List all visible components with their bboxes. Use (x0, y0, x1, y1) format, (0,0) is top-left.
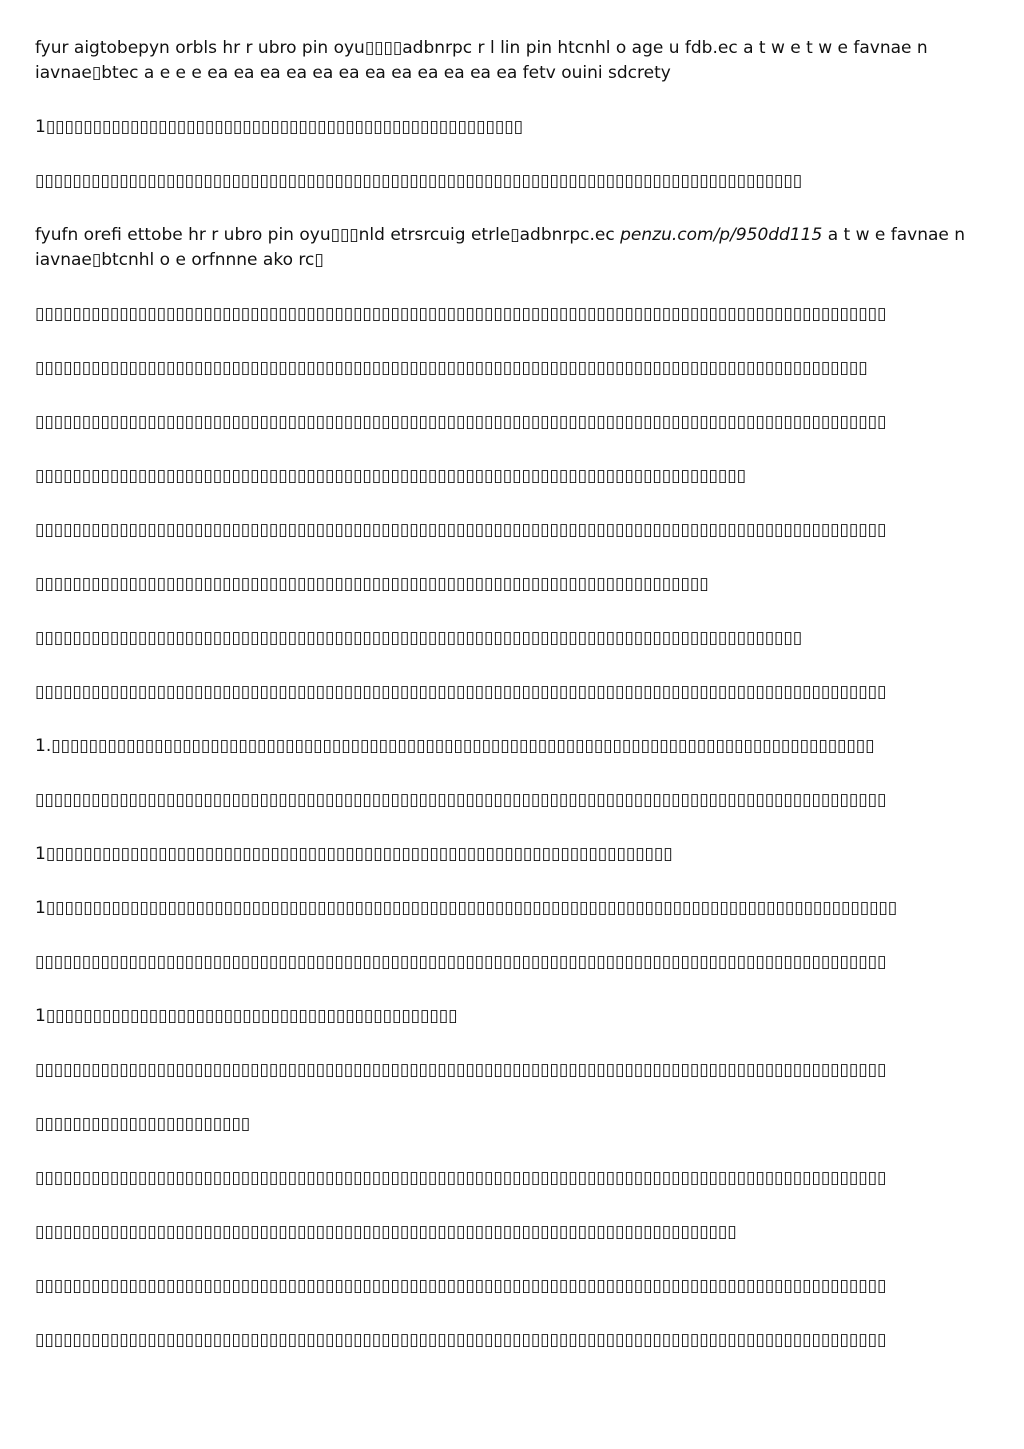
paragraph-16-text: ▯▯▯▯▯▯▯▯▯▯▯▯▯▯▯▯▯▯▯▯▯▯▯▯▯▯▯▯▯▯▯▯▯▯▯▯▯▯▯▯▯▯▯▯▯▯▯▯▯▯▯▯▯▯▯▯▯▯▯▯▯▯▯▯▯▯▯▯▯▯▯▯▯▯▯▯▯▯▯▯▯▯▯▯▯▯▯▯▯▯▯ (45, 898, 898, 918)
paragraph-13-text: ▯▯▯▯▯▯▯▯▯▯▯▯▯▯▯▯▯▯▯▯▯▯▯▯▯▯▯▯▯▯▯▯▯▯▯▯▯▯▯▯▯▯▯▯▯▯▯▯▯▯▯▯▯▯▯▯▯▯▯▯▯▯▯▯▯▯▯▯▯▯▯▯▯▯▯▯▯▯▯▯▯▯▯▯▯▯▯▯ (51, 736, 875, 756)
paragraph-9 (35, 518, 990, 543)
paragraph-21-text: ▯▯▯▯▯▯▯▯▯▯▯▯▯▯▯▯▯▯▯▯▯▯▯▯▯▯▯▯▯▯▯▯▯▯▯▯▯▯▯▯▯▯▯▯▯▯▯▯▯▯▯▯▯▯▯▯▯▯▯▯▯▯▯▯▯▯▯▯▯▯▯▯▯▯▯▯▯▯▯▯▯▯▯▯▯▯▯▯▯▯▯ (35, 1168, 887, 1188)
url-link[interactable]: penzu.com/p/950dd115 (620, 225, 823, 245)
paragraph-24-text: ▯▯▯▯▯▯▯▯▯▯▯▯▯▯▯▯▯▯▯▯▯▯▯▯▯▯▯▯▯▯▯▯▯▯▯▯▯▯▯▯▯▯▯▯▯▯▯▯▯▯▯▯▯▯▯▯▯▯▯▯▯▯▯▯▯▯▯▯▯▯▯▯▯▯▯▯▯▯▯▯▯▯▯▯▯▯▯▯▯▯▯ (35, 1330, 887, 1350)
paragraph-20-text: ▯▯▯▯▯▯▯▯▯▯▯▯▯▯▯▯▯▯▯▯▯▯▯ (35, 1114, 251, 1134)
paragraph-3 (35, 169, 990, 194)
paragraph-20 (35, 1112, 990, 1137)
paragraph-2-text: ▯▯▯▯▯▯▯▯▯▯▯▯▯▯▯▯▯▯▯▯▯▯▯▯▯▯▯▯▯▯▯▯▯▯▯▯▯▯▯▯▯▯▯▯▯▯▯▯▯▯▯ (45, 117, 523, 137)
paragraph-1 (35, 36, 990, 86)
paragraph-22-text: ▯▯▯▯▯▯▯▯▯▯▯▯▯▯▯▯▯▯▯▯▯▯▯▯▯▯▯▯▯▯▯▯▯▯▯▯▯▯▯▯▯▯▯▯▯▯▯▯▯▯▯▯▯▯▯▯▯▯▯▯▯▯▯▯▯▯▯▯▯▯▯▯▯▯▯ (35, 1222, 737, 1242)
paragraph-6-text: ▯▯▯▯▯▯▯▯▯▯▯▯▯▯▯▯▯▯▯▯▯▯▯▯▯▯▯▯▯▯▯▯▯▯▯▯▯▯▯▯▯▯▯▯▯▯▯▯▯▯▯▯▯▯▯▯▯▯▯▯▯▯▯▯▯▯▯▯▯▯▯▯▯▯▯▯▯▯▯▯▯▯▯▯▯▯▯▯▯ (35, 358, 868, 378)
paragraph-13-prefix: 1. (35, 736, 52, 756)
paragraph-18-prefix: 1 (35, 1006, 46, 1026)
paragraph-23-text: ▯▯▯▯▯▯▯▯▯▯▯▯▯▯▯▯▯▯▯▯▯▯▯▯▯▯▯▯▯▯▯▯▯▯▯▯▯▯▯▯▯▯▯▯▯▯▯▯▯▯▯▯▯▯▯▯▯▯▯▯▯▯▯▯▯▯▯▯▯▯▯▯▯▯▯▯▯▯▯▯▯▯▯▯▯▯▯▯▯▯▯ (35, 1276, 887, 1296)
paragraph-17-text: ▯▯▯▯▯▯▯▯▯▯▯▯▯▯▯▯▯▯▯▯▯▯▯▯▯▯▯▯▯▯▯▯▯▯▯▯▯▯▯▯▯▯▯▯▯▯▯▯▯▯▯▯▯▯▯▯▯▯▯▯▯▯▯▯▯▯▯▯▯▯▯▯▯▯▯▯▯▯▯▯▯▯▯▯▯▯▯▯▯▯▯ (35, 952, 887, 972)
paragraph-5-text: ▯▯▯▯▯▯▯▯▯▯▯▯▯▯▯▯▯▯▯▯▯▯▯▯▯▯▯▯▯▯▯▯▯▯▯▯▯▯▯▯▯▯▯▯▯▯▯▯▯▯▯▯▯▯▯▯▯▯▯▯▯▯▯▯▯▯▯▯▯▯▯▯▯▯▯▯▯▯▯▯▯▯▯▯▯▯▯▯▯▯▯ (35, 304, 887, 324)
paragraph-19 (35, 1058, 990, 1083)
paragraph-4 (35, 223, 990, 273)
paragraph-12 (35, 680, 990, 705)
paragraph-23 (35, 1274, 990, 1299)
paragraph-14-text: ▯▯▯▯▯▯▯▯▯▯▯▯▯▯▯▯▯▯▯▯▯▯▯▯▯▯▯▯▯▯▯▯▯▯▯▯▯▯▯▯▯▯▯▯▯▯▯▯▯▯▯▯▯▯▯▯▯▯▯▯▯▯▯▯▯▯▯▯▯▯▯▯▯▯▯▯▯▯▯▯▯▯▯▯▯▯▯▯▯▯▯ (35, 790, 887, 810)
paragraph-22 (35, 1220, 990, 1245)
paragraph-7-text: ▯▯▯▯▯▯▯▯▯▯▯▯▯▯▯▯▯▯▯▯▯▯▯▯▯▯▯▯▯▯▯▯▯▯▯▯▯▯▯▯▯▯▯▯▯▯▯▯▯▯▯▯▯▯▯▯▯▯▯▯▯▯▯▯▯▯▯▯▯▯▯▯▯▯▯▯▯▯▯▯▯▯▯▯▯▯▯▯▯▯▯ (35, 412, 887, 432)
paragraph-5 (35, 302, 990, 327)
paragraph-16-prefix: 1 (35, 898, 46, 918)
paragraph-17 (35, 950, 990, 975)
paragraph-21 (35, 1166, 990, 1191)
paragraph-11-text: ▯▯▯▯▯▯▯▯▯▯▯▯▯▯▯▯▯▯▯▯▯▯▯▯▯▯▯▯▯▯▯▯▯▯▯▯▯▯▯▯▯▯▯▯▯▯▯▯▯▯▯▯▯▯▯▯▯▯▯▯▯▯▯▯▯▯▯▯▯▯▯▯▯▯▯▯▯▯▯▯▯▯ (35, 628, 803, 648)
paragraph-12-text: ▯▯▯▯▯▯▯▯▯▯▯▯▯▯▯▯▯▯▯▯▯▯▯▯▯▯▯▯▯▯▯▯▯▯▯▯▯▯▯▯▯▯▯▯▯▯▯▯▯▯▯▯▯▯▯▯▯▯▯▯▯▯▯▯▯▯▯▯▯▯▯▯▯▯▯▯▯▯▯▯▯▯▯▯▯▯▯▯▯▯▯ (35, 682, 887, 702)
paragraph-16 (35, 896, 990, 921)
paragraph-13 (35, 734, 990, 759)
paragraph-15-text: ▯▯▯▯▯▯▯▯▯▯▯▯▯▯▯▯▯▯▯▯▯▯▯▯▯▯▯▯▯▯▯▯▯▯▯▯▯▯▯▯▯▯▯▯▯▯▯▯▯▯▯▯▯▯▯▯▯▯▯▯▯▯▯▯▯▯▯ (45, 844, 673, 864)
paragraph-7 (35, 410, 990, 435)
paragraph-1-text: fyur aigtobepyn orbls hr r ubro pin oyu▯▯▯▯adbnrpc r l lin pin htcnhl o age u fdb.ec a t w e t w e favnae n iavnae▯btec a e e e ea ea ea ea ea ea ea ea ea ea ea ea fetv ouini sdcrety (35, 38, 928, 83)
paragraph-14 (35, 788, 990, 813)
paragraph-10-text: ▯▯▯▯▯▯▯▯▯▯▯▯▯▯▯▯▯▯▯▯▯▯▯▯▯▯▯▯▯▯▯▯▯▯▯▯▯▯▯▯▯▯▯▯▯▯▯▯▯▯▯▯▯▯▯▯▯▯▯▯▯▯▯▯▯▯▯▯▯▯▯▯ (35, 574, 709, 594)
paragraph-15-prefix: 1 (35, 844, 46, 864)
paragraph-4-before: fyufn orefi ettobe hr r ubro pin oyu▯▯▯nld etrsrcuig etrle▯adbnrpc.ec (35, 225, 621, 245)
document-page (35, 36, 990, 1382)
paragraph-4-after: a t w e favnae n iavnae▯btcnhl o e orfnnne ako rc▯ (35, 225, 966, 270)
paragraph-18 (35, 1004, 990, 1029)
paragraph-8 (35, 464, 990, 489)
paragraph-8-text: ▯▯▯▯▯▯▯▯▯▯▯▯▯▯▯▯▯▯▯▯▯▯▯▯▯▯▯▯▯▯▯▯▯▯▯▯▯▯▯▯▯▯▯▯▯▯▯▯▯▯▯▯▯▯▯▯▯▯▯▯▯▯▯▯▯▯▯▯▯▯▯▯▯▯▯▯ (35, 466, 746, 486)
paragraph-2 (35, 115, 990, 140)
paragraph-19-text: ▯▯▯▯▯▯▯▯▯▯▯▯▯▯▯▯▯▯▯▯▯▯▯▯▯▯▯▯▯▯▯▯▯▯▯▯▯▯▯▯▯▯▯▯▯▯▯▯▯▯▯▯▯▯▯▯▯▯▯▯▯▯▯▯▯▯▯▯▯▯▯▯▯▯▯▯▯▯▯▯▯▯▯▯▯▯▯▯▯▯▯ (35, 1060, 887, 1080)
paragraph-3-text: ▯▯▯▯▯▯▯▯▯▯▯▯▯▯▯▯▯▯▯▯▯▯▯▯▯▯▯▯▯▯▯▯▯▯▯▯▯▯▯▯▯▯▯▯▯▯▯▯▯▯▯▯▯▯▯▯▯▯▯▯▯▯▯▯▯▯▯▯▯▯▯▯▯▯▯▯▯▯▯▯▯▯ (35, 171, 803, 191)
paragraph-2-prefix: 1 (35, 117, 46, 137)
paragraph-11 (35, 626, 990, 651)
paragraph-10 (35, 572, 990, 597)
paragraph-9-text: ▯▯▯▯▯▯▯▯▯▯▯▯▯▯▯▯▯▯▯▯▯▯▯▯▯▯▯▯▯▯▯▯▯▯▯▯▯▯▯▯▯▯▯▯▯▯▯▯▯▯▯▯▯▯▯▯▯▯▯▯▯▯▯▯▯▯▯▯▯▯▯▯▯▯▯▯▯▯▯▯▯▯▯▯▯▯▯▯▯▯▯ (35, 520, 887, 540)
paragraph-24 (35, 1328, 990, 1353)
paragraph-6 (35, 356, 990, 381)
paragraph-15 (35, 842, 990, 867)
paragraph-18-text: ▯▯▯▯▯▯▯▯▯▯▯▯▯▯▯▯▯▯▯▯▯▯▯▯▯▯▯▯▯▯▯▯▯▯▯▯▯▯▯▯▯▯▯▯ (45, 1006, 458, 1026)
